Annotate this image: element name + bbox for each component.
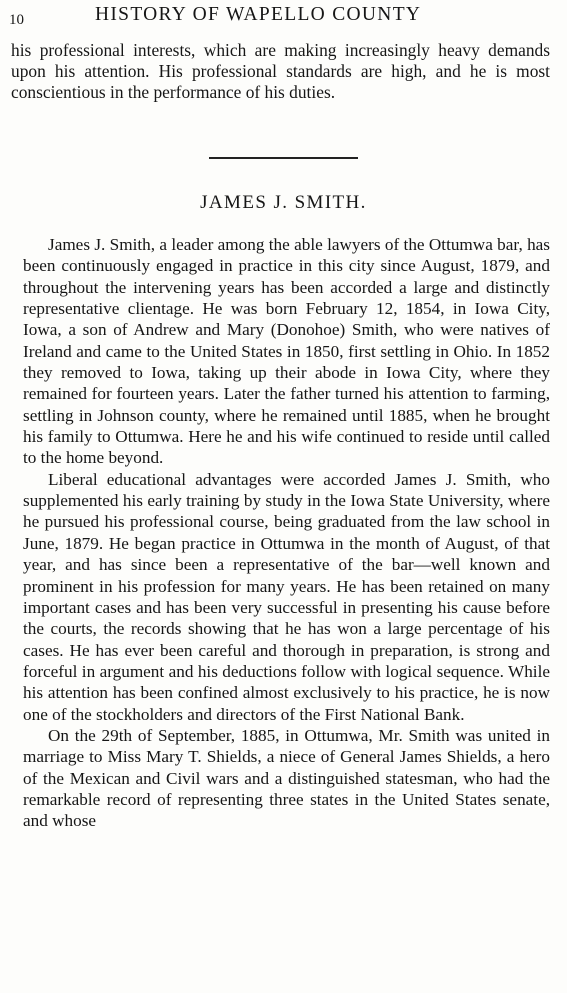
paragraph-1: James J. Smith, a leader among the able lawyers of the Ottumwa bar, has been continuously engaged in practice in this city since August, 1879, and throughout the intervening years has been accorded a large and distinctly representative clientage. He was born February 12, 1854, in Iowa City, Iowa, a son of Andrew and Mary (Donohoe) Smith, who were natives of Ireland and came to the United States in 1850, first settling in Ohio. In 1852 they removed to Iowa, taking up their abode in Iowa City, where they remained for fourteen years. Later the father turned his attention to farming, settling in Johnson county, where he remained until 1885, when he brought his family to Ottumwa. Here he and his wife continued to reside until called to the home beyond.	[23, 235, 550, 468]
intro-paragraph: his professional interests, which are making increasingly heavy demands upon his attention. His professional standards are high, and he is most conscientious in the performance of his duties.	[11, 40, 550, 103]
page-number: 10	[9, 12, 24, 28]
running-head: HISTORY OF WAPELLO COUNTY	[95, 4, 422, 25]
biography-text	[23, 234, 550, 832]
section-title: JAMES J. SMITH.	[200, 192, 367, 213]
paragraph-3: On the 29th of September, 1885, in Ottumwa, Mr. Smith was united in marriage to Miss Mary T. Shields, a niece of General James Shields, a hero of the Mexican and Civil wars and a distinguished statesman, who had the remarkable record of representing three states in the United States senate, and whose	[23, 725, 550, 831]
page-header	[0, 4, 567, 34]
intro-text-block	[11, 40, 550, 103]
paragraph-2: Liberal educational advantages were accorded James J. Smith, who supplemented his early training by study in the Iowa State University, where he pursued his professional course, being graduated from the law school in June, 1879. He began practice in Ottumwa in the month of August, of that year, and has since been a representative of the bar—well known and prominent in his profession for many years. He has been retained on many important cases and has been very successful in presenting his cause before the courts, the records showing that he has won a large percentage of his cases. He has ever been careful and thorough in preparation, is strong and forceful in argument and his deductions follow with logical sequence. While his attention has been confined almost exclusively to his practice, he is now one of the stockholders and directors of the First National Bank.	[23, 469, 550, 724]
section-divider	[209, 157, 358, 159]
